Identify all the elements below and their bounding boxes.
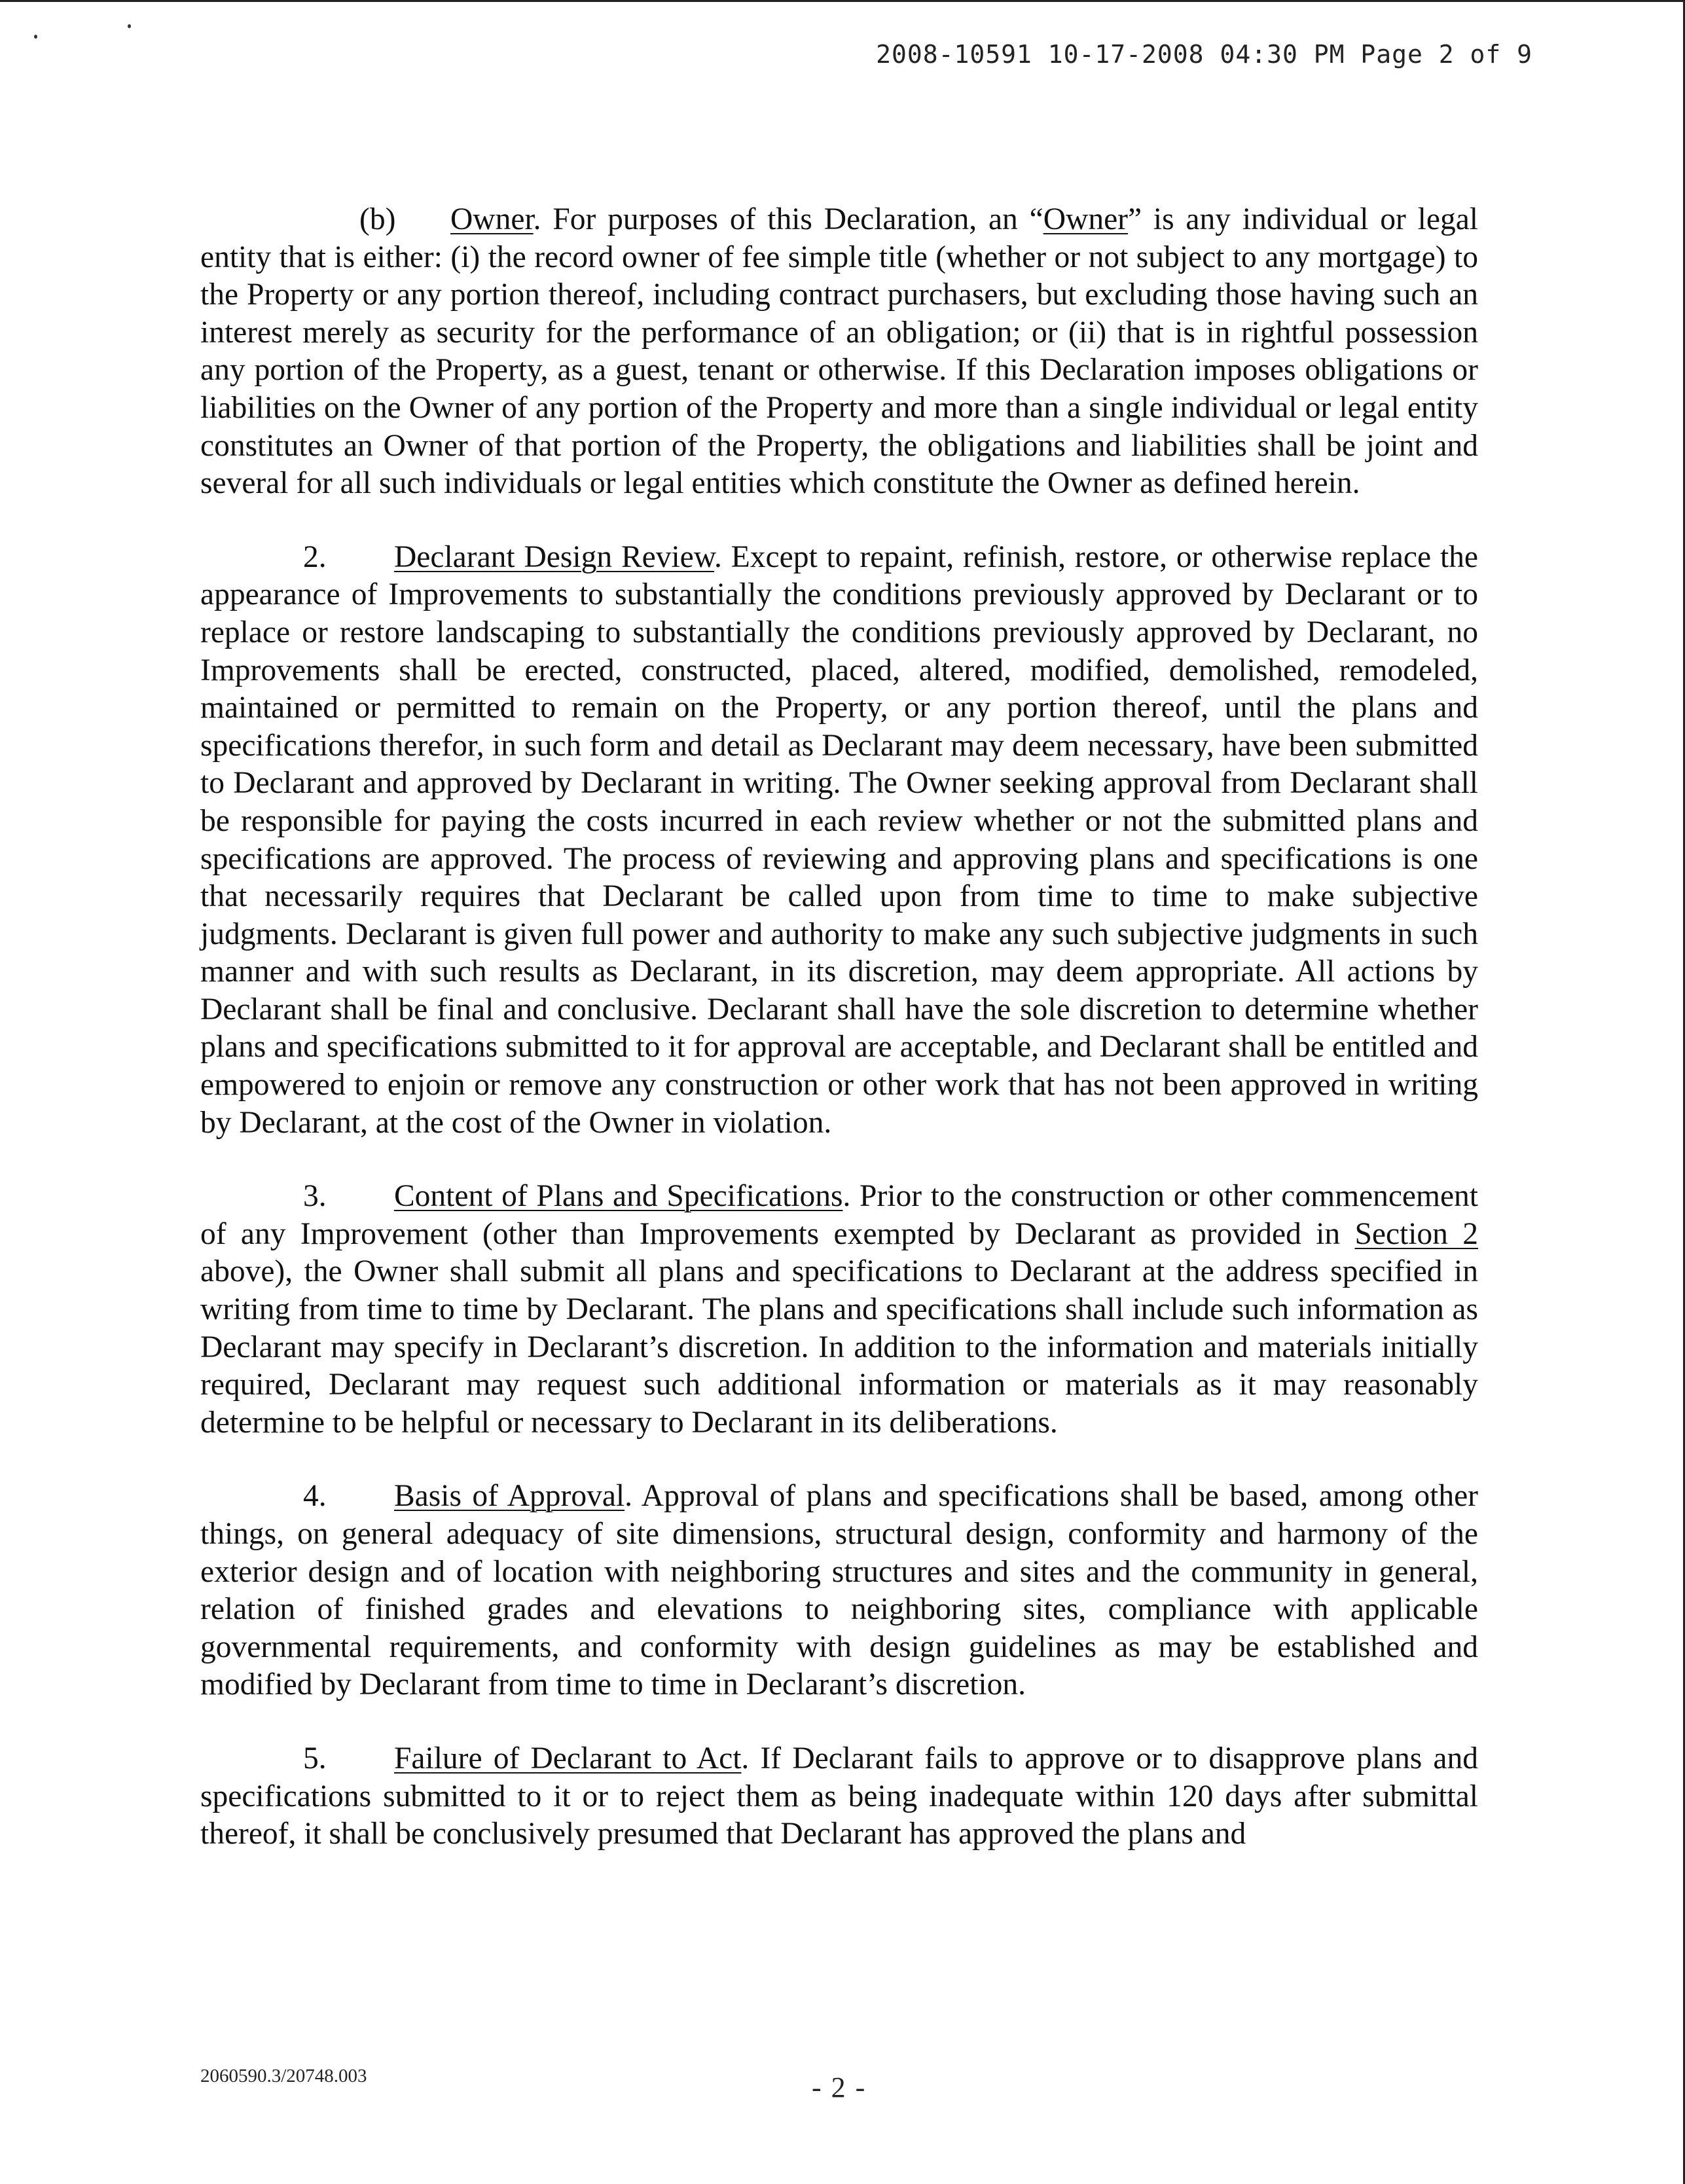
paragraph-owner (200, 201, 1478, 503)
paragraph-lead: . For purposes of this Declaration, an “ (533, 202, 1043, 236)
paragraph-number: 5. (303, 1741, 327, 1775)
scan-speck (34, 35, 37, 39)
paragraph-heading: Content of Plans and Specifications (394, 1179, 843, 1214)
paragraph-basis-of-approval (200, 1478, 1478, 1704)
page-number: - 2 - (812, 2071, 867, 2103)
section-reference: Section 2 (1354, 1216, 1478, 1251)
paragraph-design-review (200, 539, 1478, 1142)
scan-speck (128, 24, 131, 28)
document-body (200, 201, 1478, 1889)
paragraph-number: 4. (303, 1479, 327, 1514)
paragraph-heading: Declarant Design Review (394, 539, 714, 574)
document-code: 2060590.3/20748.003 (200, 2066, 367, 2086)
paragraph-text: . Approval of plans and specifications shall be based, among other things, on general adequacy of site dimensions, structural design, conformity and harmony of the exterior design and of location with neighboring structures and sites and the community in general, relation of finished grades and elevations to neighboring sites, compliance with applicable governmental requirements, and conformity with design guidelines as may be established and modified by Declarant from time to time in Declarant’s discretion. (200, 1479, 1478, 1702)
fax-header-stamp: 2008-10591 10-17-2008 04:30 PM Page 2 of 9 (876, 40, 1532, 69)
paragraph-failure-to-act (200, 1740, 1478, 1853)
paragraph-number: 3. (303, 1179, 327, 1214)
paragraph-heading: Failure of Declarant to Act (394, 1741, 742, 1775)
paragraph-number: (b) (359, 202, 396, 236)
paragraph-text: . Prior to the construction or other commencement of any Improvement (other than Improvements exempted by Declarant as provided in (200, 1179, 1478, 1251)
paragraph-text: ” is any individual or legal entity that is either: (i) the record owner of fee simple title (whether or not subject to any mortgage) to the Property or any portion thereof, including contract purchasers, but excluding those having such an interest merely as security for the performance of an obligation; or (ii) that is in rightful possession any portion of the Property, as a guest, tenant or otherwise. If this Declaration imposes obligations or liabilities on the Owner of any portion of the Property and more than a single individual or legal entity constitutes an Owner of that portion of the Property, the obligations and liabilities shall be joint and several for all such individuals or legal entities which constitute the Owner as defined herein. (200, 202, 1478, 501)
paragraph-text: above), the Owner shall submit all plans and specifications to Declarant at the address specified in writing from time to time by Declarant. The plans and specifications shall include such information as Declarant may specify in Declarant’s discretion. In addition to the information and materials initially required, Declarant may request such additional information or materials as it may reasonably determine to be helpful or necessary to Declarant in its deliberations. (200, 1254, 1478, 1440)
paragraph-heading: Owner (450, 202, 534, 236)
paragraph-heading: Basis of Approval (394, 1479, 625, 1514)
paragraph-content-of-plans (200, 1178, 1478, 1442)
paragraph-text: . If Declarant fails to approve or to disapprove plans and specifications submitted to it or to reject them as being inadequate within 120 days after submittal thereof, it shall be conclusively presumed that Declarant has approved the plans and (200, 1741, 1478, 1851)
paragraph-text: . Except to repaint, refinish, restore, or otherwise replace the appearance of Improvements to substantially the conditions previously approved by Declarant or to replace or restore landscaping to substantially the conditions previously approved by Declarant, no Improvements shall be erected, constructed, placed, altered, modified, demolished, remodeled, maintained or permitted to remain on the Property, or any portion thereof, until the plans and specifications therefor, in such form and detail as Declarant may deem necessary, have been submitted to Declarant and approved by Declarant in writing. The Owner seeking approval from Declarant shall be responsible for paying the costs incurred in each review whether or not the submitted plans and specifications are approved. The process of reviewing and approving plans and specifications is one that necessarily requires that Declarant be called upon from time to time to make subjective judgments. Declarant is given full power and authority to make any such subjective judgments in such manner and with such results as Declarant, in its discretion, may deem appropriate. All actions by Declarant shall be final and conclusive. Declarant shall have the sole discretion to determine whether plans and specifications submitted to it for approval are acceptable, and Declarant shall be entitled and empowered to enjoin or remove any construction or other work that has not been approved in writing by Declarant, at the cost of the Owner in violation. (200, 539, 1478, 1140)
defined-term: Owner (1043, 202, 1128, 236)
paragraph-number: 2. (303, 539, 327, 574)
